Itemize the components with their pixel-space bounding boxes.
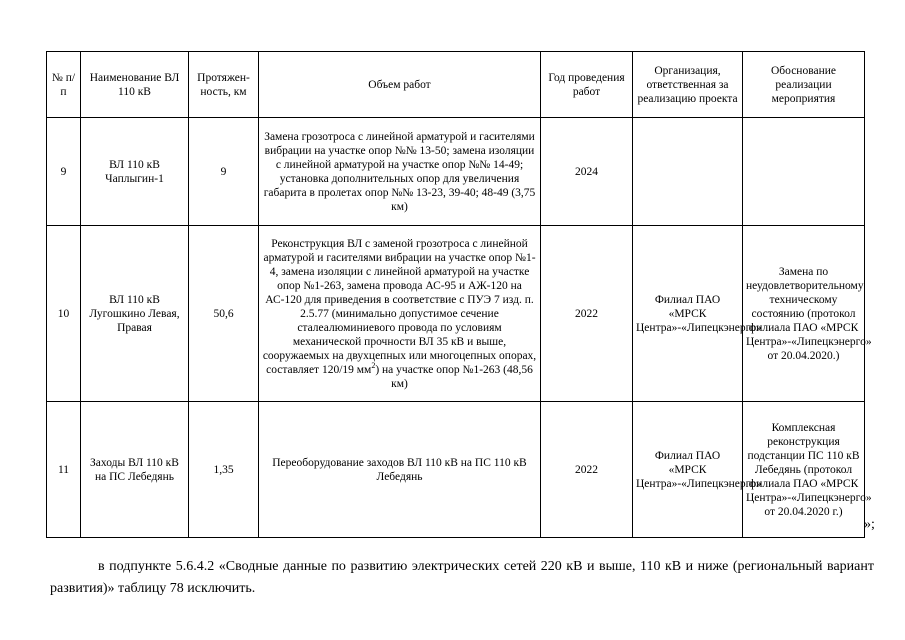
cell-name: ВЛ 110 кВ Чаплыгин-1 [81,118,189,226]
cell-name: ВЛ 110 кВ Лугошкино Левая, Правая [81,226,189,402]
table-header-row [47,52,865,118]
table-row [47,226,865,402]
cell-year: 2022 [541,402,633,538]
cell-org [633,118,743,226]
cell-num: 9 [47,118,81,226]
header-length: Протяжен- ность, км [189,52,259,118]
header-org: Организация, ответственная за реализацию проекта [633,52,743,118]
cell-length: 9 [189,118,259,226]
works-table [46,51,872,538]
cell-org: Филиал ПАО «МРСК Центра»-«Липецкэнерго» [633,402,743,538]
cell-reason [743,118,865,226]
header-scope: Объем работ [259,52,541,118]
table-row [47,402,865,538]
header-name: Наименование ВЛ 110 кВ [81,52,189,118]
scope-text-part: Реконструкция ВЛ с заменой грозотроса с линейной арматурой и гасителями вибрации на участке опор №1-4, замена изоляции с линейной арматурой на участке опор №1-263, замена провода АС-95 и АЖ-120 на АС-120 для приведения в соответствие с ПУЭ 7 изд. п. 2.5.77 (минимально допустимое сечение сталеалюминиевого провода по условиям механической прочности ВЛ 35 кВ и выше, сооружаемых на двухцепных или многоцепных опорах, составляет 120/19 мм [262,237,537,376]
scope-superscript: 2 [371,360,376,370]
closing-quote-mark: »; [864,517,875,532]
cell-num: 10 [47,226,81,402]
body-paragraph: в подпункте 5.6.4.2 «Сводные данные по развитию электрических сетей 220 кВ и выше, 110 кВ и ниже (региональный вариант развития)» таблицу 78 исключить. [50,559,874,596]
cell-name: Заходы ВЛ 110 кВ на ПС Лебедянь [81,402,189,538]
cell-scope: Замена грозотроса с линейной арматурой и гасителями вибрации на участке опор №№ 13-50; замена изоляции с линейной арматурой на участке опор №№ 14-49; установка дополнительных опор для увеличения габарита в пролетах опор №№ 13-23, 39-40; 48-49 (3,75 км) [259,118,541,226]
header-num: № п/п [47,52,81,118]
header-reason: Обоснование реализации мероприятия [743,52,865,118]
scope-text-part: ) на участке опор №1-263 (48,56 км) [375,363,533,390]
header-year: Год проведения работ [541,52,633,118]
cell-scope [259,226,541,402]
cell-num: 11 [47,402,81,538]
cell-scope: Переоборудование заходов ВЛ 110 кВ на ПС 110 кВ Лебедянь [259,402,541,538]
cell-length: 1,35 [189,402,259,538]
cell-length: 50,6 [189,226,259,402]
cell-reason: Комплексная реконструкция подстанции ПС 110 кВ Лебедянь (протокол филиала ПАО «МРСК Центра»-«Липецкэнерго» от 20.04.2020 г.) [743,402,865,538]
cell-year: 2022 [541,226,633,402]
cell-org: Филиал ПАО «МРСК Центра»-«Липецкэнерго» [633,226,743,402]
cell-reason: Замена по неудовлетворительному техническому состоянию (протокол филиала ПАО «МРСК Центра»-«Липецкэнерго» от 20.04.2020.) [743,226,865,402]
table-row [47,118,865,226]
cell-year: 2024 [541,118,633,226]
